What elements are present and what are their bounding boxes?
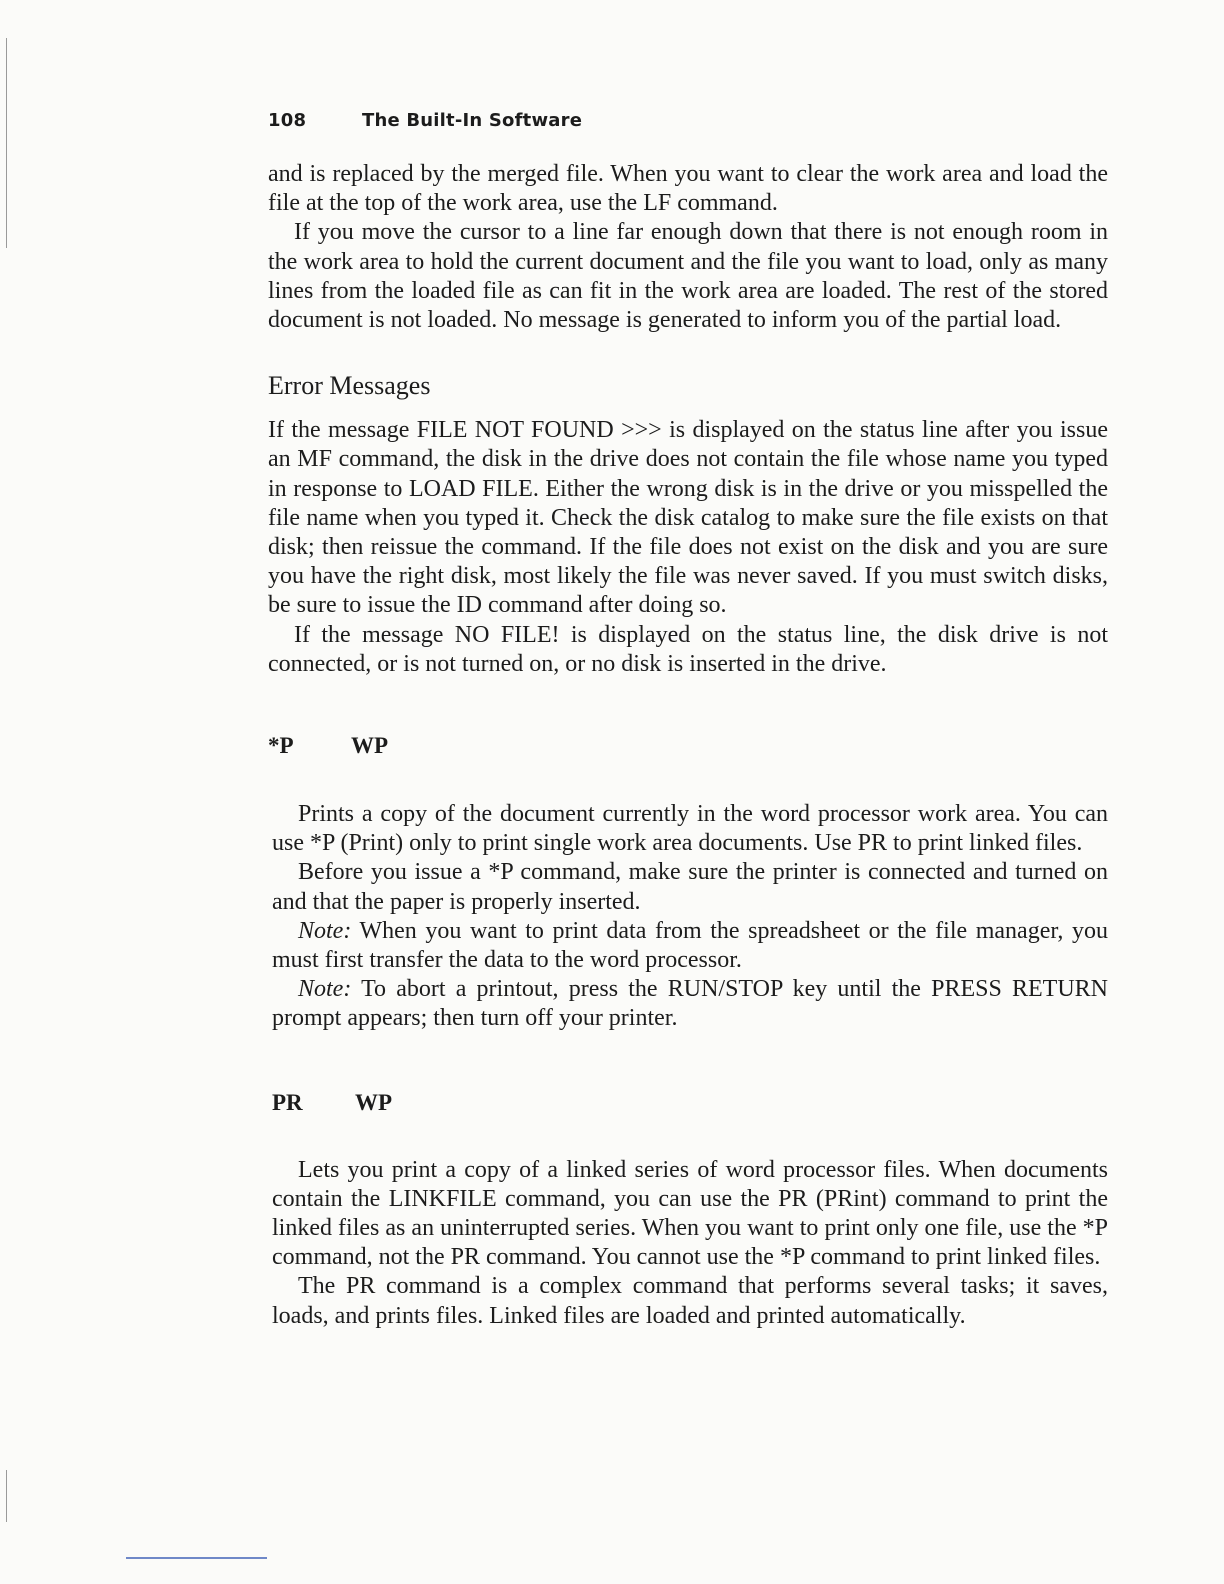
error-messages-heading: Error Messages — [268, 371, 431, 401]
print-command-heading — [268, 731, 1108, 761]
error-paragraph-1: If the message FILE NOT FOUND >>> is displayed on the status line after you issue an MF command, the disk in the drive does not contain the file whose name you typed in response to LOAD FILE. Either the wrong disk is in the drive or you misspelled the file name when you typed it. Check the disk catalog to make sure the file exists on that disk; then reissue the command. If the file does not exist on the disk and you are sure you have the right disk, most likely the file was never saved. If you must switch disks, be sure to issue the ID command after doing so. — [268, 417, 1108, 619]
print-note-2 — [272, 975, 1108, 1033]
print-command-section — [268, 800, 1108, 1034]
note-label: Note: — [298, 917, 352, 944]
print-paragraph-2: Before you issue a *P command, make sure the printer is connected and turned on and that the paper is properly inserted. — [272, 859, 1108, 915]
print-paragraph-1: Prints a copy of the document currently in the word processor work area. You can use *P (Print) only to print single work area documents. Use PR to print linked files. — [272, 801, 1108, 857]
pr-paragraph-1: Lets you print a copy of a linked series of word processor files. When documents contain the LINKFILE command, you can use the PR (PRint) command to print the linked files as an uninterrupted series. When you want to print only one file, use the *P command, not the PR command. You cannot use the *P command to print linked files. — [272, 1156, 1108, 1271]
print-command-name: *P — [268, 733, 294, 759]
intro-section — [268, 160, 1108, 335]
note-text: To abort a printout, press the RUN/STOP key until the PRESS RETURN prompt appears; then turn off your printer. — [272, 976, 1108, 1032]
pr-command-name: PR — [272, 1089, 303, 1115]
book-page — [268, 106, 1108, 1331]
intro-paragraph-2: If you move the cursor to a line far enough down that there is not enough room in the work area to hold the current document and the file you want to load, only as many lines from the loaded file as can fit in the work area are loaded. The rest of the stored document is not loaded. No message is generated to inform you of the partial load. — [268, 219, 1108, 334]
scan-margin-line-top — [6, 38, 7, 248]
intro-paragraph-1: and is replaced by the merged file. When you want to clear the work area and load the file at the top of the work area, use the LF command. — [268, 161, 1108, 217]
footnote-rule — [126, 1557, 267, 1559]
pr-command-heading — [268, 1088, 1108, 1118]
pr-paragraph-2: The PR command is a complex command that performs several tasks; it saves, loads, and prints files. Linked files are loaded and printed automatically. — [272, 1273, 1108, 1329]
scan-margin-line-bottom — [6, 1470, 7, 1522]
pr-command-section — [268, 1156, 1108, 1331]
page-number: 108 — [268, 110, 307, 131]
print-command-module: WP — [351, 733, 389, 759]
running-head — [268, 106, 1108, 136]
note-label: Note: — [298, 976, 352, 1003]
note-text: When you want to print data from the spreadsheet or the file manager, you must first transfer the data to the word processor. — [272, 917, 1108, 974]
error-paragraph-2: If the message NO FILE! is displayed on the status line, the disk drive is not connected, or is not turned on, or no disk is inserted in the drive. — [268, 621, 1108, 677]
print-note-1 — [272, 917, 1108, 975]
running-title: The Built-In Software — [362, 110, 583, 131]
pr-command-module: WP — [355, 1089, 393, 1115]
error-messages-section — [268, 416, 1108, 679]
